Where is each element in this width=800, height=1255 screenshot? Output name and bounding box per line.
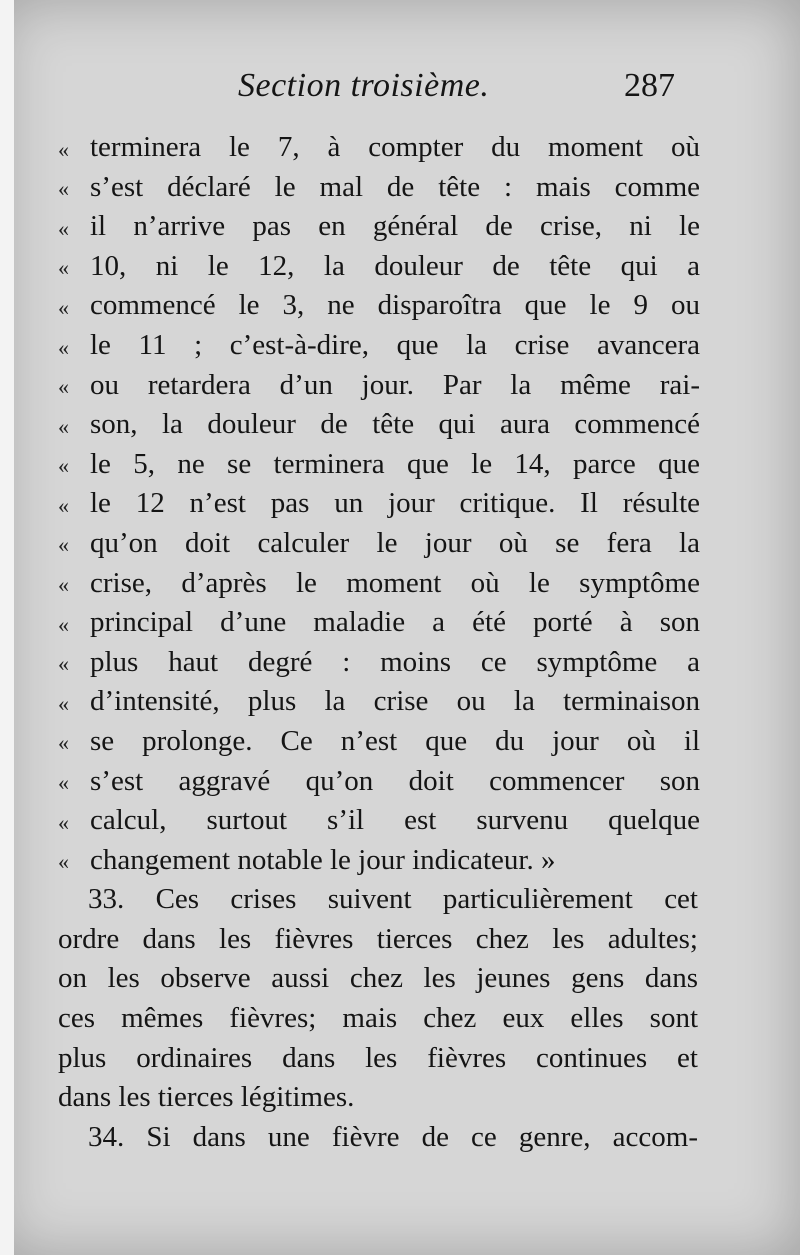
paragraph-33-line: [58, 999, 708, 1039]
paragraph-33-line: [58, 1078, 708, 1118]
line-text: plus haut degré : moins ce symptôme a: [90, 645, 700, 678]
line-text: le 5, ne se terminera que le 14, parce que: [90, 447, 700, 480]
quote-mark: «: [58, 572, 69, 598]
line-text: dans les tierces légitimes.: [58, 1081, 355, 1114]
quote-mark: «: [58, 413, 69, 439]
quoted-line: [58, 603, 708, 643]
quoted-line: [58, 682, 708, 722]
quote-mark: «: [58, 176, 69, 202]
paragraph-33-line: [58, 880, 708, 920]
line-text: on les observe aussi chez les jeunes gens dans: [58, 962, 698, 995]
quote-mark: «: [58, 611, 69, 637]
quoted-line: [58, 247, 708, 287]
quoted-line: [58, 643, 708, 683]
quote-mark: «: [58, 374, 69, 400]
line-text: changement notable le jour indicateur. »: [90, 843, 556, 876]
quoted-line: [58, 722, 708, 762]
line-text: le 12 n’est pas un jour critique. Il résulte: [90, 487, 700, 520]
line-text: son, la douleur de tête qui aura commencé: [90, 408, 700, 441]
quote-mark: «: [58, 651, 69, 677]
quoted-line: [58, 801, 708, 841]
line-text: ordre dans les fièvres tierces chez les adultes;: [58, 922, 698, 955]
line-text: ou retardera d’un jour. Par la même rai-: [90, 368, 700, 401]
paragraph-33-line: [58, 920, 708, 960]
line-text: crise, d’après le moment où le symptôme: [90, 566, 700, 599]
quote-mark: «: [58, 770, 69, 796]
quoted-line: [58, 128, 708, 168]
quoted-line: [58, 445, 708, 485]
paragraph-34-line: [58, 1118, 708, 1158]
line-text: s’est déclaré le mal de tête : mais comme: [90, 170, 700, 203]
line-text: ces mêmes fièvres; mais chez eux elles sont: [58, 1002, 698, 1035]
quote-mark: «: [58, 690, 69, 716]
page-edge: [0, 0, 14, 1255]
quote-mark: «: [58, 809, 69, 835]
quoted-line: [58, 326, 708, 366]
quoted-line: [58, 524, 708, 564]
running-head: [0, 62, 800, 114]
quoted-line: [58, 405, 708, 445]
line-text: commencé le 3, ne disparoîtra que le 9 ou: [90, 289, 700, 322]
line-text: d’intensité, plus la crise ou la terminaison: [90, 685, 700, 718]
quote-mark: «: [58, 492, 69, 518]
quote-mark: «: [58, 532, 69, 558]
quoted-line: [58, 484, 708, 524]
line-text: se prolonge. Ce n’est que du jour où il: [90, 724, 700, 757]
quote-mark: «: [58, 849, 69, 875]
quoted-line: [58, 762, 708, 802]
section-title: Section troisième.: [238, 67, 490, 104]
line-text: le 11 ; c’est-à-dire, que la crise avancera: [90, 328, 700, 361]
quoted-line: [58, 841, 708, 881]
quoted-line: [58, 207, 708, 247]
line-text: 10, ni le 12, la douleur de tête qui a: [90, 249, 700, 282]
line-text: terminera le 7, à compter du moment où: [90, 131, 700, 163]
line-text: 33. Ces crises suivent particulièrement cet: [88, 883, 698, 916]
quote-mark: «: [58, 334, 69, 360]
quote-mark: «: [58, 255, 69, 281]
paragraph-33-line: [58, 1039, 708, 1079]
quote-mark: «: [58, 136, 69, 162]
quote-mark: «: [58, 294, 69, 320]
line-text: plus ordinaires dans les fièvres continues et: [58, 1041, 698, 1074]
quoted-line: [58, 366, 708, 406]
quote-mark: «: [58, 453, 69, 479]
quoted-line: [58, 286, 708, 326]
page-number: 287: [624, 67, 675, 104]
quoted-line: [58, 564, 708, 604]
paragraph-33-line: [58, 959, 708, 999]
line-text: il n’arrive pas en général de crise, ni le: [90, 210, 700, 243]
body-text: [58, 128, 708, 1157]
quote-mark: «: [58, 215, 69, 241]
line-text: calcul, surtout s’il est survenu quelque: [90, 804, 700, 837]
line-text: principal d’une maladie a été porté à son: [90, 606, 700, 639]
quoted-line: [58, 168, 708, 208]
line-text: s’est aggravé qu’on doit commencer son: [90, 764, 700, 797]
line-text: 34. Si dans une fièvre de ce genre, accom-: [88, 1120, 698, 1153]
line-text: qu’on doit calculer le jour où se fera la: [90, 526, 700, 559]
quote-mark: «: [58, 730, 69, 756]
